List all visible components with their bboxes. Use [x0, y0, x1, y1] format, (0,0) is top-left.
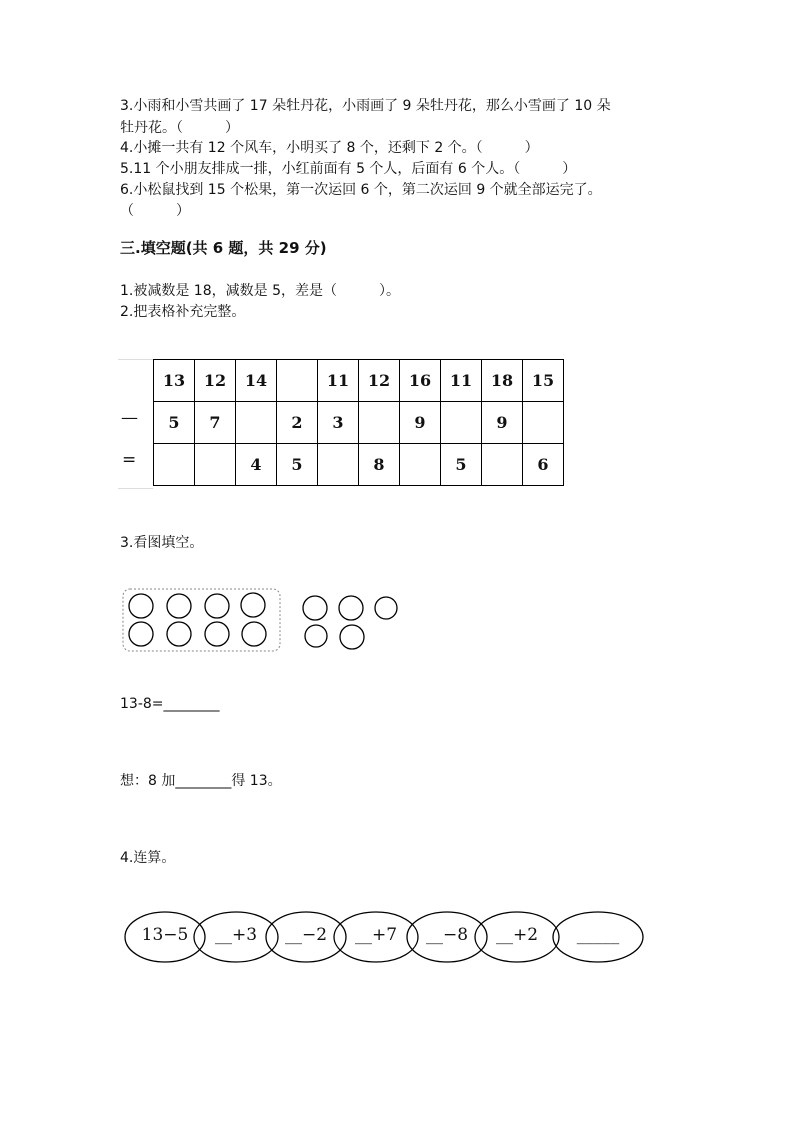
chain-label[interactable]: __−8: [425, 925, 469, 945]
table-cell: 11: [318, 360, 359, 402]
chain-calc: [0, 880, 794, 990]
boxed-circle: [129, 622, 153, 646]
chain-label: 13−5: [141, 925, 189, 945]
fill-question-2: 2.把表格补充完整。: [120, 304, 246, 320]
minus-sign: —: [121, 408, 138, 428]
think-line[interactable]: 想：8 加________得 13。: [120, 773, 282, 789]
judge-item-3-line1: 3.小雨和小雪共画了 17 朵牡丹花，小雨画了 9 朵牡丹花，那么小雪画了 10 朵: [120, 98, 611, 114]
judge-item-6-line2: （ ）: [120, 203, 190, 219]
equals-sign: =: [122, 450, 137, 470]
table-cell: 2: [277, 402, 318, 444]
loose-circle: [339, 596, 363, 620]
boxed-circle: [129, 594, 153, 618]
table-cell: 13: [154, 360, 195, 402]
section-title: 三.填空题(共 6 题，共 29 分): [120, 239, 327, 257]
table-cell: 11: [441, 360, 482, 402]
table-cell: 4: [236, 444, 277, 486]
table-cell: 8: [359, 444, 400, 486]
table-cell: 5: [277, 444, 318, 486]
chain-label[interactable]: _____: [576, 925, 620, 945]
table-cell: 14: [236, 360, 277, 402]
table-cell: 15: [523, 360, 564, 402]
judge-item-3-line2: 牡丹花。（ ）: [120, 120, 239, 136]
table-cell: 12: [195, 360, 236, 402]
table-cell: 5: [441, 444, 482, 486]
table-cell: 16: [400, 360, 441, 402]
fill-question-3: 3.看图填空。: [120, 535, 204, 551]
boxed-circle: [205, 622, 229, 646]
loose-circle: [303, 596, 327, 620]
loose-circle: [375, 597, 397, 619]
table-cell: 9: [400, 402, 441, 444]
dotted-frame: [123, 589, 280, 651]
table-cell: 18: [482, 360, 523, 402]
table-cell: 12: [359, 360, 400, 402]
judge-item-5: 5.11 个小朋友排成一排，小红前面有 5 个人，后面有 6 个人。（ ）: [120, 161, 577, 177]
table-cell: 3: [318, 402, 359, 444]
table-cell: 9: [482, 402, 523, 444]
judge-item-4: 4.小摊一共有 12 个风车，小明买了 8 个，还剩下 2 个。（ ）: [120, 140, 539, 156]
boxed-circle: [242, 622, 266, 646]
boxed-circle: [167, 622, 191, 646]
table-cell: 7: [195, 402, 236, 444]
loose-circle: [305, 625, 327, 647]
chain-label[interactable]: __−2: [284, 925, 328, 945]
chain-label[interactable]: __+3: [214, 925, 258, 945]
table-cell: 5: [154, 402, 195, 444]
fill-question-1: 1.被减数是 18，减数是 5，差是（ ）。: [120, 283, 400, 299]
boxed-circle: [167, 594, 191, 618]
equation-13-minus-8[interactable]: 13-8=________: [120, 696, 220, 712]
chain-label[interactable]: __+2: [495, 925, 539, 945]
boxed-circle: [205, 594, 229, 618]
boxed-circle: [241, 593, 265, 617]
judge-item-6-line1: 6.小松鼠找到 15 个松果，第一次运回 6 个，第二次运回 9 个就全部运完了。: [120, 182, 602, 198]
table-cell: 6: [523, 444, 564, 486]
loose-circle: [340, 625, 364, 649]
fill-question-4: 4.连算。: [120, 850, 176, 866]
chain-label[interactable]: __+7: [354, 925, 398, 945]
